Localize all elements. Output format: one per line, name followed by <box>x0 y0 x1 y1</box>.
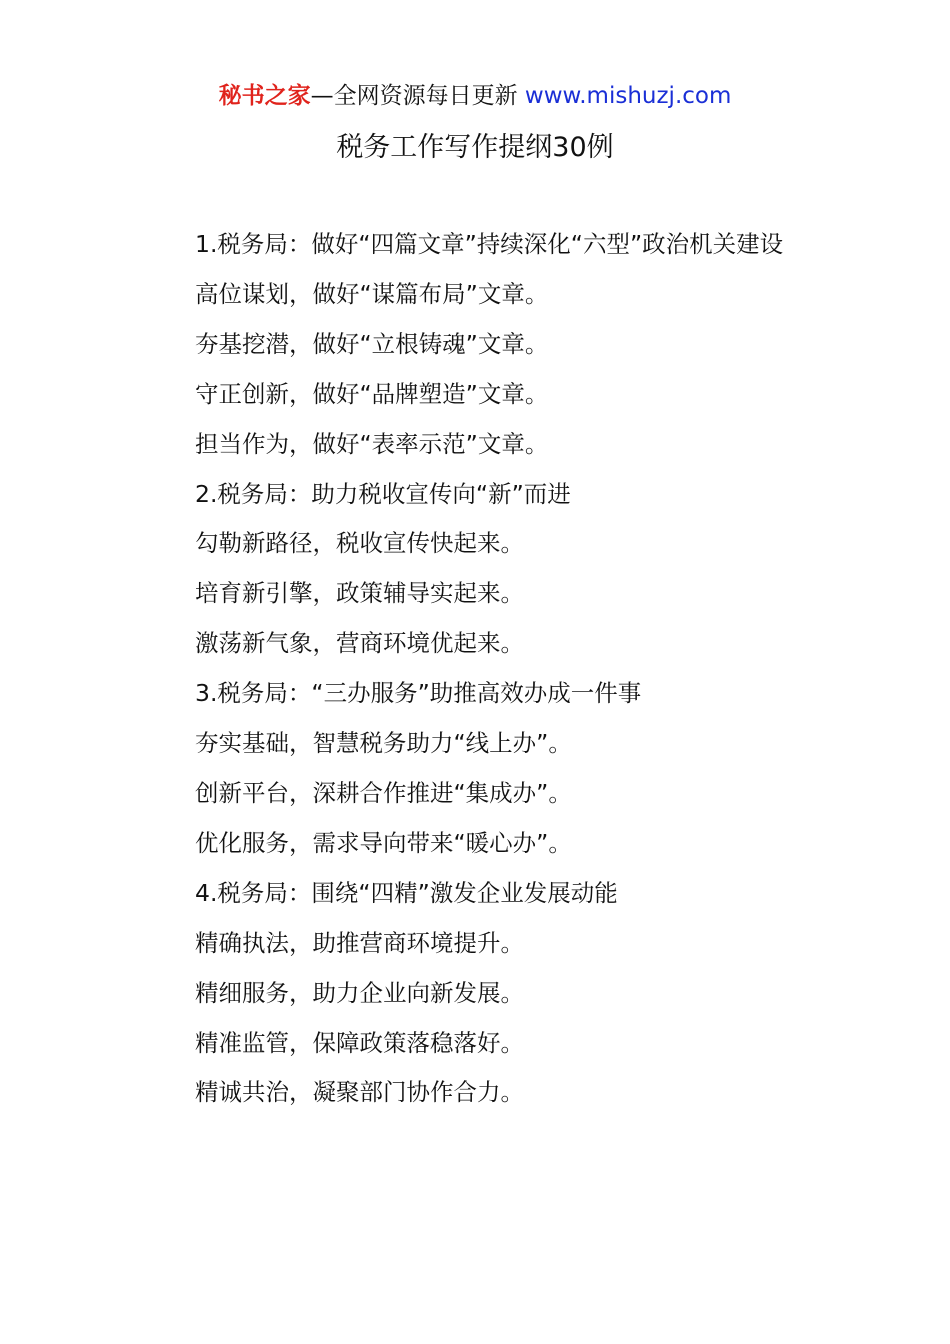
outline-item: 夯基挖潜，做好“立根铸魂”文章。 <box>195 329 549 358</box>
site-header <box>0 80 950 112</box>
outline-item: 创新平台，深耕合作推进“集成办”。 <box>195 778 572 807</box>
outline-item: 精确执法，助推营商环境提升。 <box>195 928 524 957</box>
section-heading: 3.税务局：“三办服务”助推高效办成一件事 <box>195 679 642 708</box>
site-url-link[interactable]: www.mishuzj.com <box>524 83 732 109</box>
outline-item: 精准监管，保障政策落稳落好。 <box>195 1028 524 1057</box>
outline-item: 高位谋划，做好“谋篇布局”文章。 <box>195 279 549 308</box>
outline-item: 夯实基础，智慧税务助力“线上办”。 <box>195 729 572 758</box>
outline-item: 守正创新，做好“品牌塑造”文章。 <box>195 379 549 408</box>
header-tagline: —全网资源每日更新 <box>310 83 525 109</box>
outline-item: 激荡新气象，营商环境优起来。 <box>195 629 524 658</box>
outline-item: 优化服务，需求导向带来“暖心办”。 <box>195 828 572 857</box>
outline-item: 培育新引擎，政策辅导实起来。 <box>195 579 524 608</box>
brand-name: 秘书之家 <box>218 83 311 109</box>
outline-item: 勾勒新路径，税收宣传快起来。 <box>195 529 524 558</box>
document-title: 税务工作写作提纲30例 <box>336 132 614 163</box>
section-heading: 1.税务局：做好“四篇文章”持续深化“六型”政治机关建设 <box>195 230 784 258</box>
outline-item: 担当作为，做好“表率示范”文章。 <box>195 429 549 458</box>
document-body <box>145 220 810 1118</box>
outline-item: 精诚共治，凝聚部门协作合力。 <box>195 1078 524 1107</box>
outline-item: 精细服务，助力企业向新发展。 <box>195 978 524 1007</box>
section-heading: 2.税务局：助力税收宣传向“新”而进 <box>195 479 571 508</box>
section-heading: 4.税务局：围绕“四精”激发企业发展动能 <box>195 878 618 907</box>
